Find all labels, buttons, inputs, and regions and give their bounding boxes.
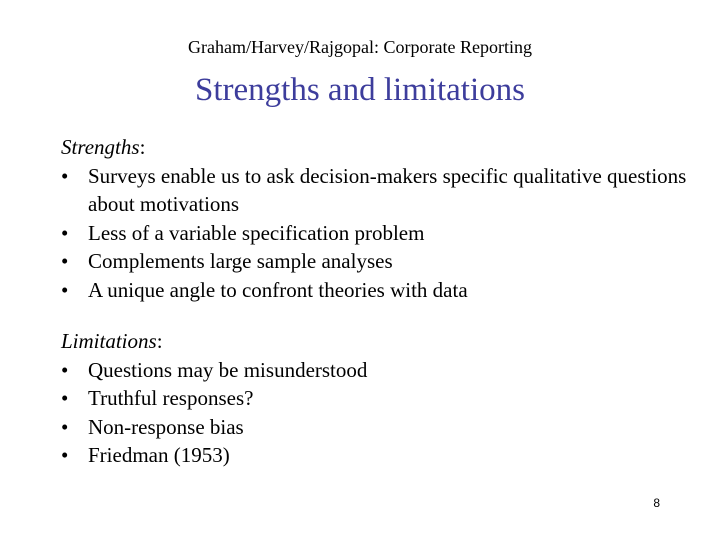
bullet-icon: • xyxy=(61,249,69,273)
list-item xyxy=(61,441,701,470)
strengths-heading-text: Strengths xyxy=(61,135,140,159)
list-item-text: Questions may be misunderstood xyxy=(88,357,368,382)
strengths-section xyxy=(61,133,701,304)
slide-title: Strengths and limitations xyxy=(195,72,525,108)
slide-header: Graham/Harvey/Rajgopal: Corporate Reporting xyxy=(188,37,532,57)
bullet-icon: • xyxy=(61,386,69,410)
bullet-icon: • xyxy=(61,277,69,302)
list-item xyxy=(61,356,701,385)
limitations-section xyxy=(61,327,701,470)
list-item-text: Less of a variable specification problem xyxy=(88,220,425,245)
limitations-heading xyxy=(61,327,701,356)
strengths-heading-colon: : xyxy=(139,135,146,159)
strengths-list xyxy=(61,162,701,305)
list-item-text: Friedman (1953) xyxy=(88,443,230,467)
list-item-text: Complements large sample analyses xyxy=(88,249,393,273)
bullet-icon: • xyxy=(61,163,69,188)
list-item xyxy=(61,276,701,305)
list-item xyxy=(61,219,701,248)
list-item xyxy=(61,247,701,276)
page-number: 8 xyxy=(653,496,660,510)
list-item-text: Truthful responses? xyxy=(88,386,254,410)
list-item xyxy=(61,162,701,219)
limitations-heading-text: Limitations xyxy=(61,329,157,353)
bullet-icon: • xyxy=(61,357,69,382)
limitations-list xyxy=(61,356,701,470)
list-item xyxy=(61,384,701,413)
list-item xyxy=(61,413,701,442)
bullet-icon: • xyxy=(61,443,69,467)
list-item-text: Non-response bias xyxy=(88,414,244,439)
list-item-text: A unique angle to confront theories with data xyxy=(88,277,468,302)
bullet-icon: • xyxy=(61,220,69,245)
bullet-icon: • xyxy=(61,414,69,439)
strengths-heading xyxy=(61,133,701,162)
limitations-heading-colon: : xyxy=(156,329,163,353)
list-item-text: Surveys enable us to ask decision-makers specific qualitative questions about motivations xyxy=(88,163,687,216)
